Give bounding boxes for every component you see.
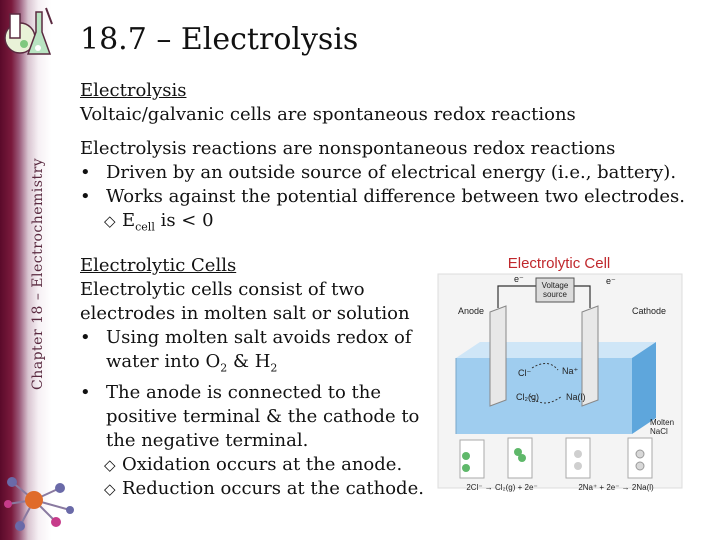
voltage-source-label: Voltage bbox=[541, 281, 569, 290]
molten-nacl-label: NaCl bbox=[650, 427, 668, 436]
bullet-item: • The anode is connected to the positive terminal & the cathode to the negative terminal. bbox=[80, 381, 420, 451]
diamond-bullet-icon: ◇ bbox=[104, 212, 116, 230]
bullet-item: • Driven by an outside source of electrical energy (i.e., battery). bbox=[80, 162, 677, 183]
diagram-title: Electrolytic Cell bbox=[507, 255, 611, 272]
chloride-ion-label: Cl⁻ bbox=[518, 368, 532, 378]
diamond-bullet-icon: ◇ bbox=[104, 479, 116, 498]
electron-label: e⁻ bbox=[514, 274, 524, 284]
electrolysis-line: Electrolysis reactions are nonspontaneous redox reactions bbox=[80, 138, 616, 159]
electrolysis-section bbox=[80, 137, 685, 240]
bullet-text: Works against the potential difference between two electrodes. bbox=[106, 186, 685, 207]
sub-item bbox=[80, 453, 424, 477]
anode-electrode bbox=[490, 306, 506, 406]
molten-nacl-label: Molten bbox=[650, 418, 675, 427]
sub-text: Reduction occurs at the cathode. bbox=[122, 477, 424, 499]
sodium-liquid-label: Na(l) bbox=[566, 392, 586, 402]
sub-item bbox=[80, 477, 424, 501]
bullet-item: • Works against the potential difference between two electrodes. bbox=[80, 186, 685, 207]
chapter-label: Chapter 18 – Electrochemistry bbox=[30, 157, 46, 390]
sub-text: Oxidation occurs at the anode. bbox=[122, 453, 403, 475]
intro-line: Voltaic/galvanic cells are spontaneous redox reactions bbox=[80, 104, 576, 125]
cathode-equation: 2Na⁺ + 2e⁻ → 2Na(l) bbox=[578, 483, 654, 492]
cells-line: Electrolytic cells consist of two bbox=[80, 279, 365, 300]
bullet-text: The anode is connected to the positive terminal & the cathode to the negative terminal. bbox=[106, 381, 420, 451]
electron-label: e⁻ bbox=[606, 276, 616, 286]
anode-equation: 2Cl⁻ → Cl₂(g) + 2e⁻ bbox=[466, 483, 538, 492]
cells-heading: Electrolytic Cells bbox=[80, 255, 237, 276]
tank-top-surface bbox=[456, 342, 656, 358]
intro-heading: Electrolysis bbox=[80, 80, 187, 101]
electrolytic-cell-diagram bbox=[432, 250, 686, 494]
diamond-bullet-icon: ◇ bbox=[104, 455, 116, 474]
cathode-electrode bbox=[582, 306, 598, 406]
flask-logo-icon bbox=[2, 4, 56, 64]
cells-line: electrodes in molten salt or solution bbox=[80, 303, 410, 324]
ecell-text: $E_{cell}$ is < 0 bbox=[122, 210, 214, 234]
bullet-text: Driven by an outside source of electrical energy (i.e., battery). bbox=[106, 162, 677, 183]
ecell-item bbox=[80, 209, 685, 240]
voltage-source-label: source bbox=[542, 290, 568, 299]
bullet-text: Using molten salt avoids redox of water into $O_2$ & $H_2$ bbox=[106, 327, 412, 375]
bullet-item: • Using molten salt avoids redox of water into $O_2$ & $H_2$ bbox=[80, 326, 424, 381]
anode-label: Anode bbox=[458, 306, 485, 316]
intro-section bbox=[80, 79, 576, 127]
chlorine-gas-label: Cl₂(g) bbox=[516, 392, 539, 402]
cathode-label: Cathode bbox=[632, 306, 667, 316]
slide-title: 18.7 – Electrolysis bbox=[80, 22, 359, 57]
molecule-decoration-icon bbox=[0, 470, 80, 540]
sodium-ion-label: Na⁺ bbox=[562, 366, 579, 376]
molten-salt-liquid bbox=[456, 358, 632, 434]
electrolytic-cells-section bbox=[80, 254, 424, 501]
